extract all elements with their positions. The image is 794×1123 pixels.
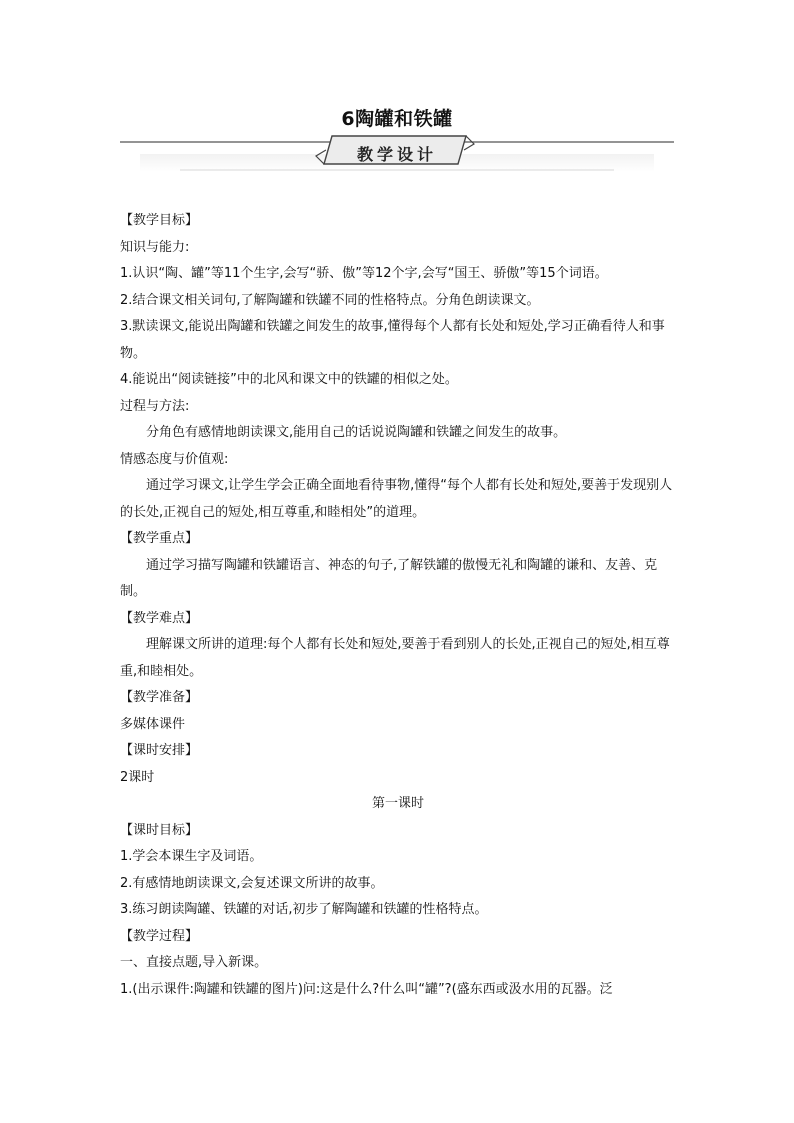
content-line: 4.能说出“阅读链接”中的北风和课文中的铁罐的相似之处。: [120, 372, 458, 387]
banner-label: 教学设计: [356, 145, 437, 164]
content-line: 1.认识“陶、罐”等11个生字,会写“骄、傲”等12个字,会写“国王、骄傲”等15个词语。: [120, 266, 608, 281]
content-line: 知识与能力:: [120, 239, 190, 255]
content-line: 【课时安排】: [120, 743, 199, 758]
content-line: 【教学难点】: [120, 610, 199, 626]
content-line: 2课时: [120, 769, 155, 785]
content-line: 1.学会本课生字及词语。: [120, 849, 263, 864]
content-line: 1.(出示课件:陶罐和铁罐的图片)问:这是什么?什么叫“罐”?(盛东西或汲水用的瓦器。泛: [120, 981, 613, 997]
content-line: 3.练习朗读陶罐、铁罐的对话,初步了解陶罐和铁罐的性格特点。: [120, 902, 488, 917]
content-line: 多媒体课件: [120, 716, 186, 732]
content-line: 理解课文所讲的道理:每个人都有长处和短处,要善于看到别人的长处,正视自己的短处,相互尊重,和睦相处。: [120, 637, 670, 679]
content-line: 【教学准备】: [120, 690, 199, 705]
content-line: 分角色有感情地朗读课文,能用自己的话说说陶罐和铁罐之间发生的故事。: [146, 425, 567, 440]
content-line: 一、直接点题,导入新课。: [120, 955, 268, 970]
lesson-content: [120, 208, 676, 1003]
content-line: 【教学过程】: [120, 928, 199, 944]
content-line: 通过学习课文,让学生学会正确全面地看待事物,懂得“每个人都有长处和短处,要善于发现别人的长处,正视自己的短处,相互尊重,和睦相处”的道理。: [120, 478, 673, 520]
content-line: 情感态度与价值观:: [120, 451, 229, 467]
content-line: 过程与方法:: [120, 398, 190, 414]
content-line: 【教学重点】: [120, 531, 199, 546]
content-line: 第一课时: [371, 796, 424, 811]
content-line: 2.结合课文相关词句,了解陶罐和铁罐不同的性格特点。分角色朗读课文。: [120, 292, 540, 308]
content-line: 通过学习描写陶罐和铁罐语言、神态的句子,了解铁罐的傲慢无礼和陶罐的谦和、友善、克制。: [120, 557, 658, 599]
content-line: 【教学目标】: [120, 213, 199, 228]
section-banner: [120, 132, 674, 182]
content-line: 3.默读课文,能说出陶罐和铁罐之间发生的故事,懂得每个人都有长处和短处,学习正确看待人和事物。: [120, 319, 665, 361]
content-line: 2.有感情地朗读课文,会复述课文所讲的故事。: [120, 875, 384, 891]
content-line: 【课时目标】: [120, 822, 199, 838]
lesson-title: 6陶罐和铁罐: [341, 108, 453, 130]
